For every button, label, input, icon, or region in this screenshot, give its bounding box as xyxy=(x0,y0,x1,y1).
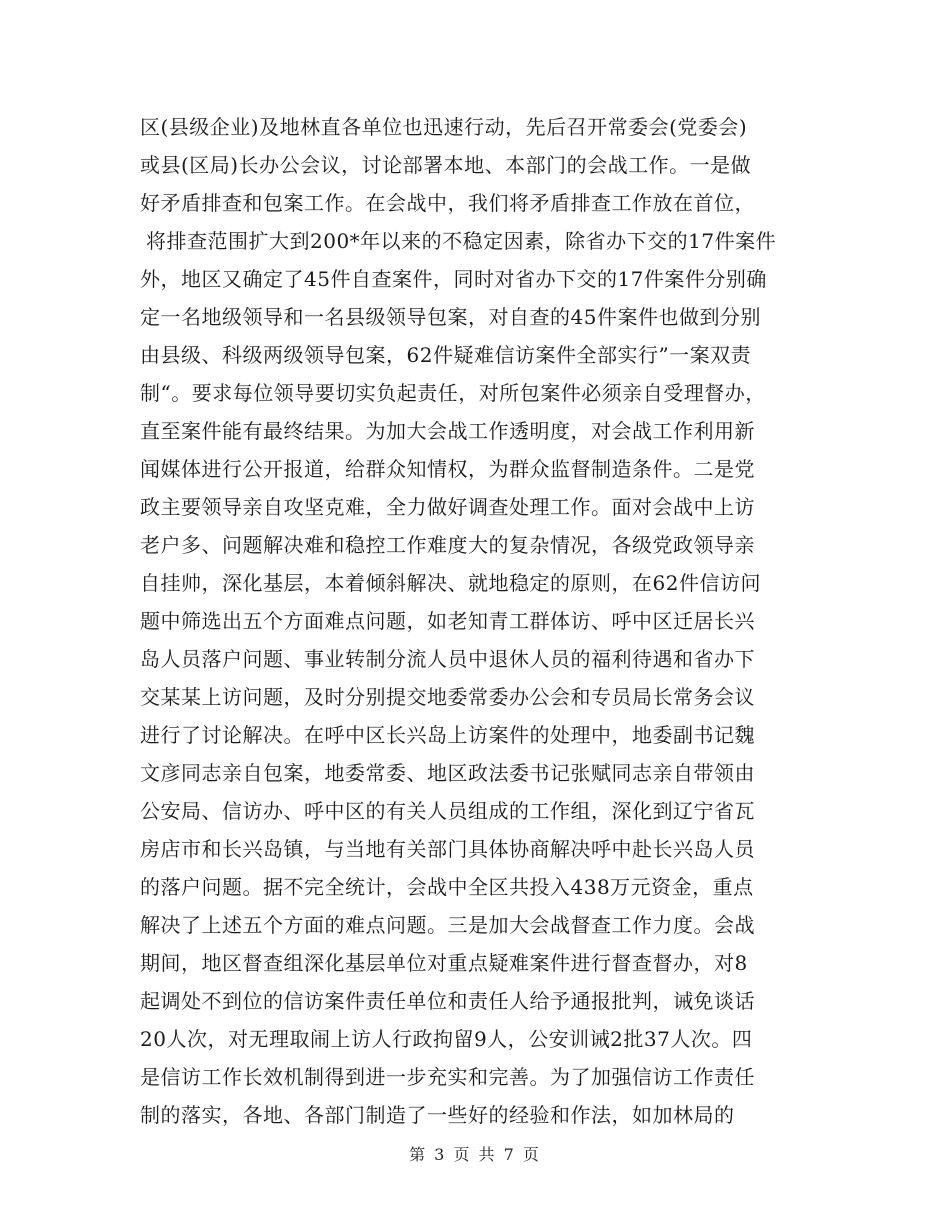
text-line: 文彦同志亲自包案，地委常委、地区政法委书记张赋同志亲自带领由 xyxy=(140,761,755,785)
text-line: 区(县级企业)及地林直各单位也迅速行动，先后召开常委会(党委会) xyxy=(140,115,748,139)
text-line: 外，地区又确定了45件自查案件，同时对省办下交的17件案件分别确 xyxy=(140,267,767,291)
text-line: 的落户问题。据不完全统计，会战中全区共投入438万元资金，重点 xyxy=(140,875,754,899)
text-line: 公安局、信访办、呼中区的有关人员组成的工作组，深化到辽宁省瓦 xyxy=(140,799,755,823)
text-line: 直至案件能有最终结果。为加大会战工作透明度，对会战工作利用新 xyxy=(140,419,755,443)
text-line: 老户多、问题解决难和稳控工作难度大的复杂情况，各级党政领导亲 xyxy=(140,533,755,557)
text-line: 将排查范围扩大到200*年以来的不稳定因素，除省办下交的17件案件 xyxy=(146,229,777,253)
text-line: 由县级、科级两级领导包案，62件疑难信访案件全部实行”一案双责 xyxy=(140,343,752,367)
page-footer: 第 3 页 共 7 页 xyxy=(409,1145,541,1164)
text-line: 政主要领导亲自攻坚克难，全力做好调查处理工作。面对会战中上访 xyxy=(140,495,755,519)
text-line: 是信访工作长效机制得到进一步充实和完善。为了加强信访工作责任 xyxy=(140,1065,755,1089)
body-text xyxy=(140,108,830,1134)
text-line: 定一名地级领导和一名县级领导包案，对自查的45件案件也做到分别 xyxy=(140,305,761,329)
text-line: 进行了讨论解决。在呼中区长兴岛上访案件的处理中，地委副书记魏 xyxy=(140,723,755,747)
text-line: 交某某上访问题，及时分别提交地委常委办公会和专员局长常务会议 xyxy=(140,685,755,709)
text-line: 闻媒体进行公开报道，给群众知情权，为群众监督制造条件。二是党 xyxy=(140,457,755,481)
text-line: 或县(区局)长办公会议，讨论部署本地、本部门的会战工作。一是做 xyxy=(140,153,752,177)
text-line: 好矛盾排查和包案工作。在会战中，我们将矛盾排查工作放在首位， xyxy=(140,191,755,215)
text-line: 制的落实，各地、各部门制造了一些好的经验和作法，如加林局的 xyxy=(140,1103,735,1127)
text-line: 自挂帅，深化基层，本着倾斜解决、就地稳定的原则，在62件信访问 xyxy=(140,571,761,595)
text-line: 20人次，对无理取闹上访人行政拘留9人，公安训诫2批37人次。四 xyxy=(140,1027,753,1051)
text-line: 房店市和长兴岛镇，与当地有关部门具体协商解决呼中赴长兴岛人员 xyxy=(140,837,755,861)
text-line: 起调处不到位的信访案件责任单位和责任人给予通报批判，诫免谈话 xyxy=(140,989,755,1013)
text-line: 岛人员落户问题、事业转制分流人员中退休人员的福利待遇和省办下 xyxy=(140,647,755,671)
text-line: 题中筛选出五个方面难点问题，如老知青工群体访、呼中区迁居长兴 xyxy=(140,609,755,633)
text-line: 制“。要求每位领导要切实负起责任，对所包案件必须亲自受理督办， xyxy=(140,381,766,405)
text-line: 期间，地区督查组深化基层单位对重点疑难案件进行督查督办，对8 xyxy=(140,951,748,975)
text-line: 解决了上述五个方面的难点问题。三是加大会战督查工作力度。会战 xyxy=(140,913,755,937)
